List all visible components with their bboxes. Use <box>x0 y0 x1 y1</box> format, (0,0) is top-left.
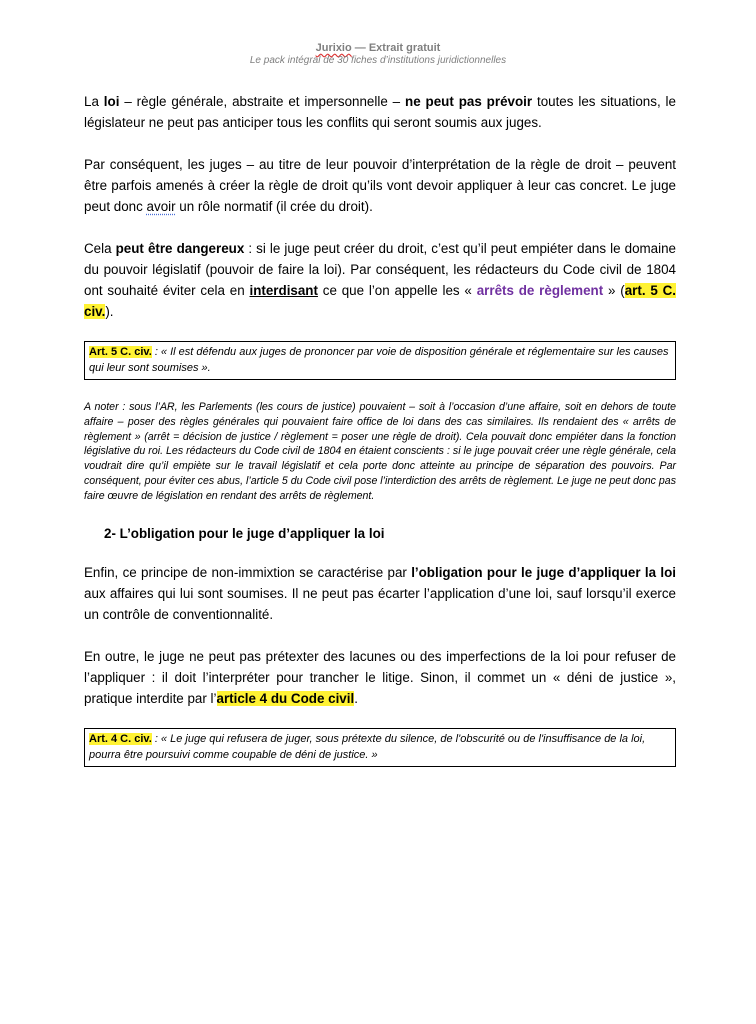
document-body <box>84 91 676 767</box>
paragraph-danger <box>84 238 676 322</box>
paragraph-loi <box>84 91 676 133</box>
article-quote: : « Le juge qui refusera de juger, sous prétexte du silence, de l'obscurité ou de l'insuffisance de la loi, pourra être poursuivi comme coupable de déni de justice. » <box>89 732 646 761</box>
highlight-run: article 4 du Code civil <box>216 690 355 706</box>
bold-run: peut être dangereux <box>115 241 245 256</box>
article-4-box <box>84 728 676 767</box>
page-header <box>0 42 756 66</box>
text-run: aux affaires qui lui sont soumises. Il ne peut pas écarter l’application d’une loi, sauf lorsqu’il exerce un contrôle de conventionnalité. <box>84 585 676 622</box>
text-run: toutes les situations, le législateur ne peut pas anticiper tous les conflits qui seront soumis aux juges. <box>84 94 676 130</box>
header-title <box>0 42 756 54</box>
note-paragraph: A noter : sous l’AR, les Parlements (les cours de justice) pouvaient – soit à l’occasion d’une affaire, soit en dehors de toute affaire – poser des règles générales qui pouvaient faire office de loi dans des cas similaires. Ils rendaient des « arrêts de règlement » (arrêt = décision de justice / règlement = poser une règle de droit). Cela pouvait donc empiéter dans la fonction législative du roi. Les rédacteurs du Code civil de 1804 en étaient conscients : si le juge pouvait créer une règle générale, cela voudrait dire qu’il empiète sur le travail législatif et cela porte donc atteinte au principe de séparation des pouvoirs. Par conséquent, pour éviter ces abus, l’article 5 du Code civil pose l’interdiction des arrêts de règlement. Le juge ne peut donc pas faire œuvre de législation en rendant des arrêts de règlement. <box>84 401 676 502</box>
bold-underline-run: interdisant <box>249 283 318 298</box>
bold-run: loi <box>103 94 120 109</box>
paragraph-obligation <box>84 562 676 625</box>
paragraph-juges <box>84 154 676 217</box>
section-heading: 2- L’obligation pour le juge d’appliquer la loi <box>104 525 385 541</box>
header-title-suffix: — Extrait gratuit <box>351 42 441 54</box>
header-brand: Jurixio <box>315 42 352 54</box>
text-run: . <box>354 690 358 706</box>
bold-run: l’obligation pour le juge d’appliquer la loi <box>411 564 677 580</box>
article-label: Art. 5 C. civ. <box>89 346 152 358</box>
highlight-run: art. 5 C. civ. <box>84 283 676 319</box>
text-run: : si le juge peut créer du droit, c’est qu’il peut empiéter dans le domaine du pouvoir législatif (pouvoir de faire la loi). Par conséquent, les rédacteurs du Code civil de 1804 ont souhaité éviter cela en <box>84 241 676 298</box>
article-5-box <box>84 341 676 380</box>
text-run: un rôle normatif (il crée du droit). <box>175 199 373 214</box>
text-run: Cela <box>84 241 116 256</box>
article-quote: : « Il est défendu aux juges de prononcer par voie de disposition générale et réglementaire sur les causes qui leur sont soumises ». <box>89 346 669 374</box>
text-run: ce que l’on appelle les « <box>317 283 477 298</box>
text-run: La <box>84 94 104 109</box>
text-run: En outre, le juge ne peut pas prétexter des lacunes ou des imperfections de la loi pour refuser de l’appliquer : il doit l’interpréter pour trancher le litige. Sinon, il commet un « déni de justice », pratique interdite par l’ <box>84 648 676 706</box>
bold-run: ne peut pas prévoir <box>405 94 533 109</box>
text-run: – règle générale, abstraite et impersonnelle – <box>119 94 406 109</box>
text-run: » ( <box>603 283 625 298</box>
text-run: ). <box>105 304 114 319</box>
text-run: Par conséquent, les juges – au titre de leur pouvoir d’interprétation de la règle de droit – peuvent être parfois amenés à créer la règle de droit qu’ils vont devoir appliquer à leur cas concret. Le juge peut donc <box>84 157 676 214</box>
grammar-flag-run: avoir <box>146 199 176 214</box>
paragraph-deni <box>84 646 676 709</box>
purple-term-run: arrêts de règlement <box>476 283 604 298</box>
article-label: Art. 4 C. civ. <box>89 732 152 745</box>
header-subtitle: Le pack intégral de 30 fiches d’institutions juridictionnelles <box>249 55 507 66</box>
text-run: Enfin, ce principe de non-immixtion se caractérise par <box>84 564 412 580</box>
